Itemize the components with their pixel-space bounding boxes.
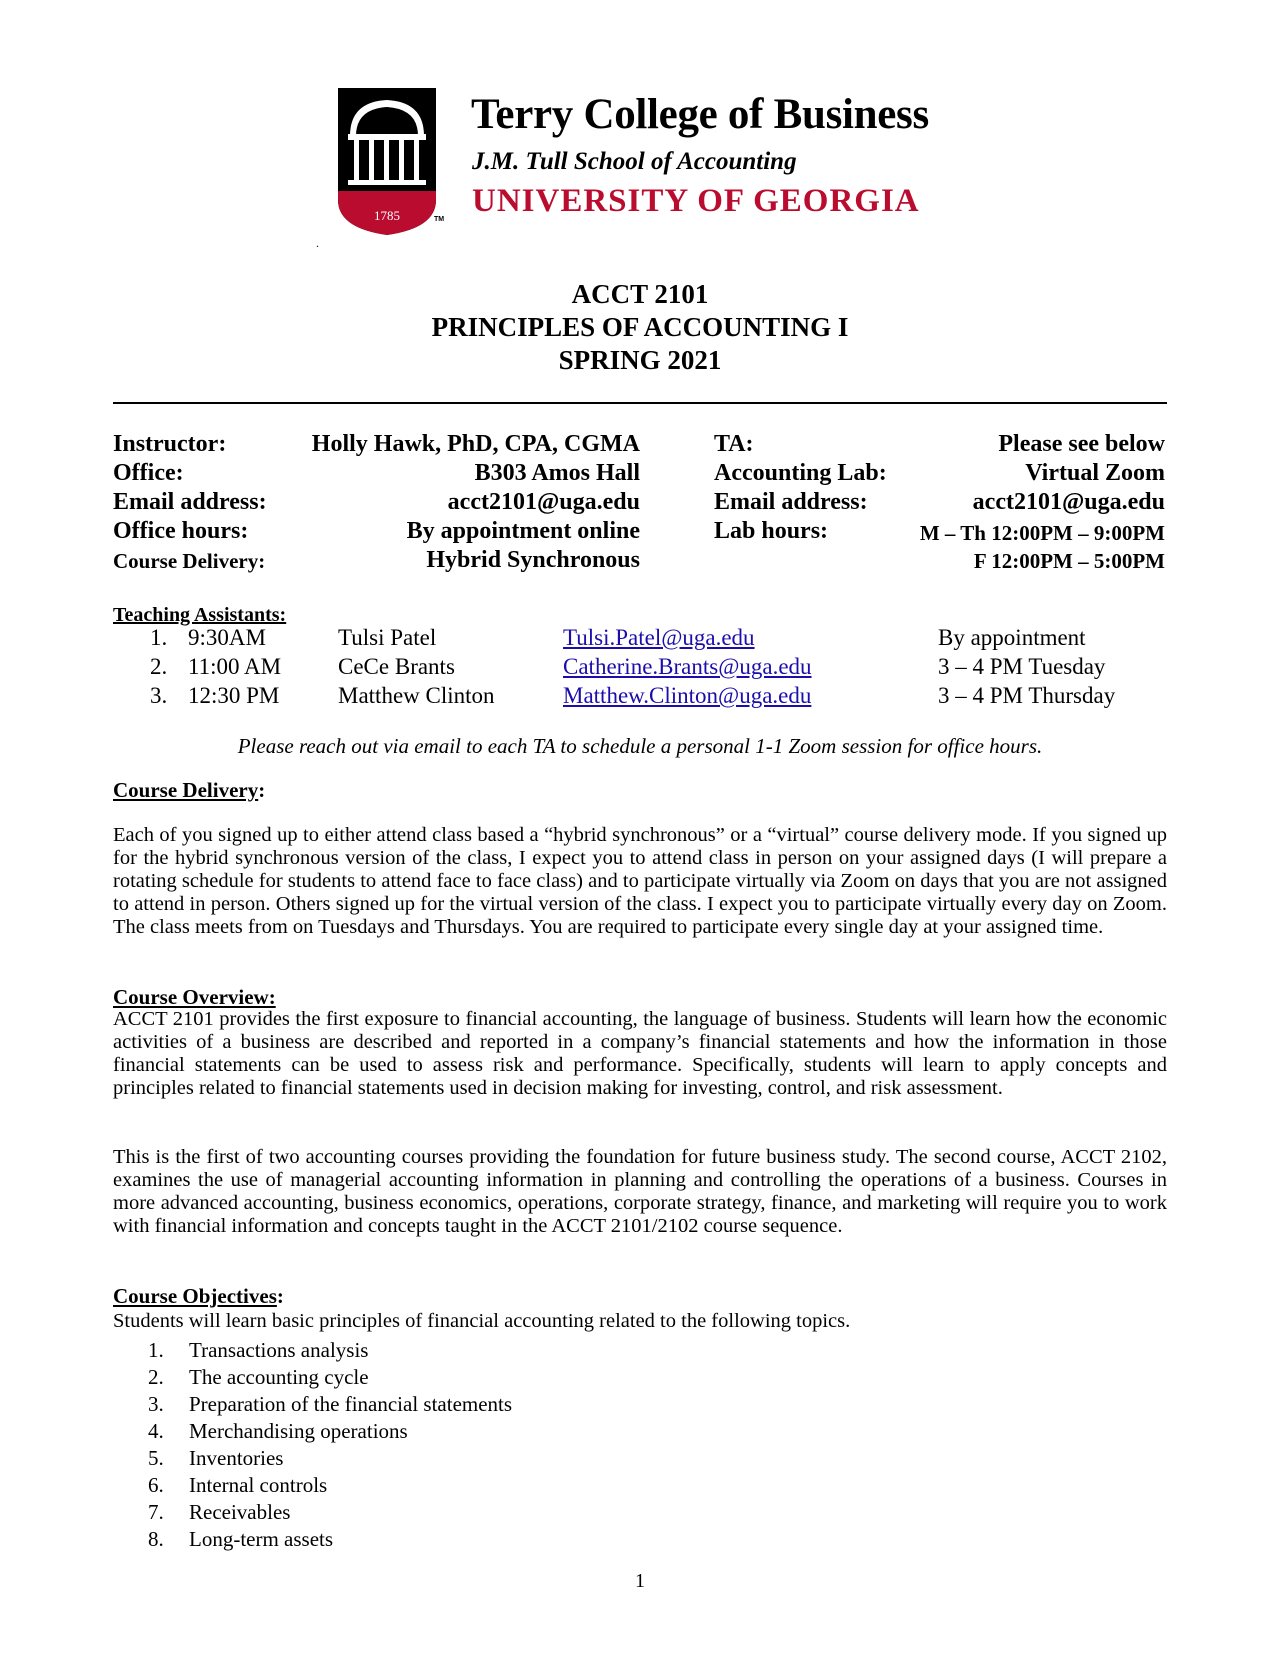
list-number: 3. [148, 1392, 164, 1416]
list-item [148, 1526, 512, 1553]
instructor-label: Instructor: [113, 431, 227, 457]
list-item [148, 1391, 512, 1418]
svg-text:1785: 1785 [374, 208, 400, 223]
course-delivery-value: Hybrid Synchronous [426, 547, 640, 573]
email-label: Email address: [113, 489, 267, 515]
ta-row [0, 683, 1280, 712]
list-text: The accounting cycle [189, 1365, 369, 1389]
ta-number: 1. [150, 625, 168, 650]
email-value: acct2101@uga.edu [447, 489, 640, 515]
course-overview-paragraph-1: ACCT 2101 provides the first exposure to financial accounting, the language of business. Students will learn how the economic activities of a business are described and reported in a company’s financial statements and how the information in those financial statements can be used to assess risk and performance. Specifically, students will learn to apply concepts and principles related to financial statements used in decision making for investing, control, and risk assessment. [113, 1008, 1167, 1099]
trademark-mark: TM [434, 216, 445, 223]
ta-row [0, 654, 1280, 683]
office-hours-value: By appointment online [406, 518, 640, 544]
ta-hours: By appointment [938, 625, 1086, 650]
lab-hours-weekday: M – Th 12:00PM – 9:00PM [919, 521, 1165, 545]
list-number: 7. [148, 1500, 164, 1524]
ta-name: CeCe Brants [338, 654, 455, 679]
course-delivery-heading [113, 778, 265, 803]
lab-hours-friday: F 12:00PM – 5:00PM [973, 549, 1165, 573]
office-hours-label: Office hours: [113, 518, 249, 544]
logo-university-name: UNIVERSITY OF GEORGIA [472, 183, 920, 219]
list-text: Merchandising operations [189, 1419, 408, 1443]
course-delivery-heading-colon: : [258, 778, 266, 802]
office-value: B303 Amos Hall [474, 460, 640, 486]
title-divider [113, 402, 1167, 404]
ta-hours: 3 – 4 PM Tuesday [938, 654, 1106, 679]
lab-email-label: Email address: [714, 489, 868, 515]
ta-number: 2. [150, 654, 168, 679]
list-item [148, 1364, 512, 1391]
ta-office-hours-note: Please reach out via email to each TA to schedule a personal 1-1 Zoom session for office hours. [237, 734, 1043, 758]
list-number: 4. [148, 1419, 164, 1443]
course-objectives-heading [113, 1284, 284, 1309]
list-text: Inventories [189, 1446, 284, 1470]
ta-value: Please see below [998, 431, 1165, 457]
ta-hours: 3 – 4 PM Thursday [938, 683, 1116, 708]
list-number: 5. [148, 1446, 164, 1470]
course-objectives-intro: Students will learn basic principles of financial accounting related to the following topics. [113, 1310, 851, 1332]
list-item [148, 1445, 512, 1472]
list-item [148, 1418, 512, 1445]
office-label: Office: [113, 460, 184, 486]
instructor-value: Holly Hawk, PhD, CPA, CGMA [311, 431, 640, 457]
teaching-assistants-heading: Teaching Assistants: [113, 604, 287, 626]
terry-college-logo [338, 88, 978, 248]
list-text: Preparation of the financial statements [189, 1392, 513, 1416]
ta-name: Matthew Clinton [338, 683, 495, 708]
list-number: 6. [148, 1473, 164, 1497]
logo-college-name: Terry College of Business [471, 91, 929, 138]
ta-label: TA: [714, 431, 754, 457]
ta-email-link[interactable]: Matthew.Clinton@uga.edu [563, 683, 812, 708]
list-item [148, 1499, 512, 1526]
list-item [148, 1472, 512, 1499]
lab-hours-label: Lab hours: [714, 518, 829, 544]
course-overview-heading-text: Course Overview: [113, 985, 276, 1009]
ta-row [0, 625, 1280, 654]
course-objectives-heading-colon: : [276, 1284, 284, 1308]
objectives-list [148, 1337, 512, 1553]
course-code: ACCT 2101 [571, 279, 709, 309]
ta-time: 9:30AM [188, 625, 266, 650]
ta-email-link[interactable]: Tulsi.Patel@uga.edu [563, 625, 755, 650]
accounting-lab-label: Accounting Lab: [714, 460, 887, 486]
list-text: Transactions analysis [189, 1338, 369, 1362]
list-number: 1. [148, 1338, 164, 1362]
page-number: 1 [635, 1570, 645, 1592]
course-delivery-text: Each of you signed up to either attend class based a “hybrid synchronous” or a “virtual” course delivery mode. If you signed up for the hybrid synchronous version of the class, I expect you to attend class in person on your assigned days (I will prepare a rotating schedule for students to attend face to face class) and to participate virtually via Zoom on days that you are not assigned to attend in person. Others signed up for the virtual version of the class. I expect you to participate virtually every day on Zoom. The class meets from on Tuesdays and Thursdays. You are required to participate every single day at your assigned time. [113, 824, 1167, 938]
ta-name: Tulsi Patel [338, 625, 437, 650]
stray-mark: . [316, 236, 319, 250]
course-term: SPRING 2021 [558, 345, 722, 375]
ta-time: 11:00 AM [188, 654, 282, 679]
course-delivery-label: Course Delivery: [113, 549, 266, 573]
course-delivery-heading-text: Course Delivery [113, 778, 259, 802]
course-name: PRINCIPLES OF ACCOUNTING I [431, 312, 849, 342]
lab-email-value: acct2101@uga.edu [972, 489, 1165, 515]
list-text: Long-term assets [189, 1527, 334, 1551]
course-objectives-heading-text: Course Objectives [113, 1284, 277, 1308]
list-number: 8. [148, 1527, 164, 1551]
accounting-lab-value: Virtual Zoom [1025, 460, 1165, 486]
list-text: Receivables [189, 1500, 291, 1524]
ta-number: 3. [150, 683, 168, 708]
course-overview-heading [113, 985, 276, 1010]
arch-seal-icon [338, 88, 436, 235]
logo-school-name: J.M. Tull School of Accounting [472, 148, 797, 175]
ta-email-link[interactable]: Catherine.Brants@uga.edu [563, 654, 812, 679]
list-item [148, 1337, 512, 1364]
list-number: 2. [148, 1365, 164, 1389]
ta-time: 12:30 PM [188, 683, 280, 708]
list-text: Internal controls [189, 1473, 328, 1497]
course-overview-paragraph-2: This is the first of two accounting courses providing the foundation for future business study. The second course, ACCT 2102, examines the use of managerial accounting information in planning and controlling the operations of a business. Courses in more advanced accounting, business economics, operations, corporate strategy, finance, and marketing will require you to work with financial information and concepts taught in the ACCT 2101/2102 course sequence. [113, 1146, 1167, 1237]
